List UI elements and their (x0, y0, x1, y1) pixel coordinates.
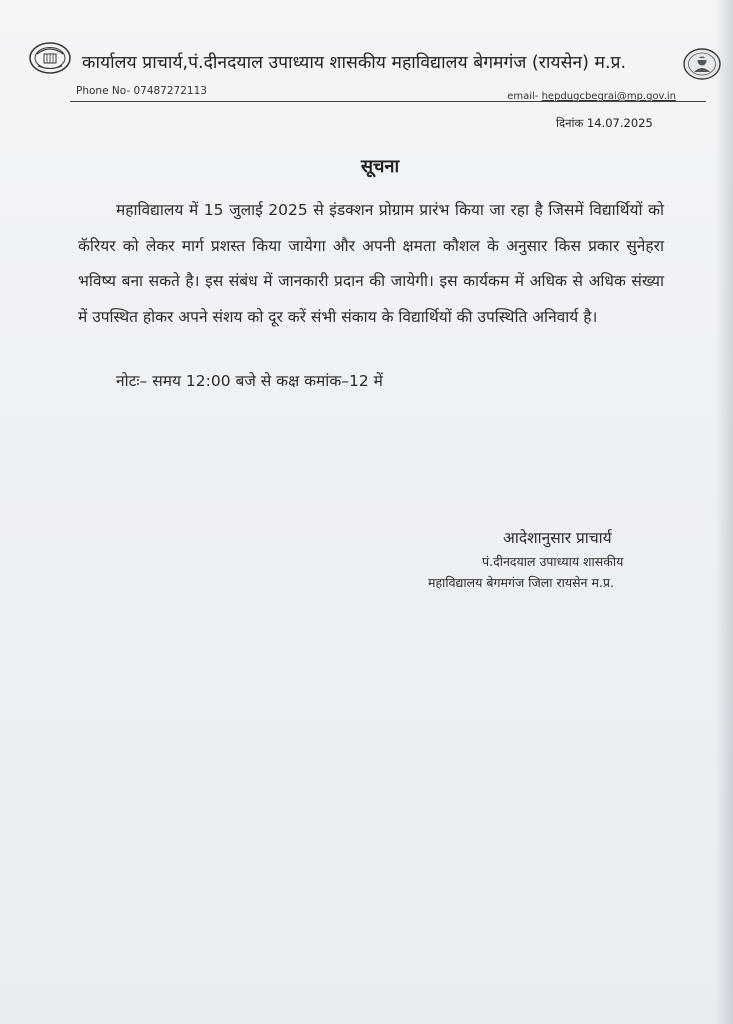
notice-body: महाविद्यालय में 15 जुलाई 2025 से इंडक्शन प्रोग्राम प्रारंभ किया जा रहा है जिसमें विद्यार्थियों को कॅरियर को लेकर मार्ग प्रशस्त किया जायेगा और अपनी क्षमता कौशल के अनुसार किस प्रकार सुनेहरा भविष्य बना सकते है। इस संबंध में जानकारी प्रदान की जायेगी। इस कार्यकम में अधिक से अधिक संख्या में उपस्थित होकर अपने संशय को दूर करें संभी संकाय के विद्यार्थियों की उपस्थिति अनिवार्य है। (78, 201, 664, 326)
notice-date: दिनांक 14.07.2025 (556, 116, 653, 130)
email-label: email- (507, 91, 539, 102)
notice-note: नोटः– समय 12:00 बजे से कक्ष कमांक–12 में (116, 372, 383, 390)
signature-line-1: पं.दीनदयाल उपाध्याय शासकीय (482, 554, 624, 569)
notice-title: सूचना (360, 156, 400, 177)
contact-row (76, 85, 676, 101)
signature-title: आदेशानुसार प्राचार्य (503, 529, 612, 547)
phone-number: Phone No- 07487272113 (76, 85, 207, 97)
madhya-pradesh-emblem-icon (28, 40, 72, 76)
header-divider (70, 101, 706, 102)
signature-line-2: महाविद्यालय बेगमगंज जिला रायसेन म.प्र. (428, 575, 614, 590)
college-portrait-seal-icon (682, 47, 722, 81)
office-title: कार्यालय प्राचार्य,पं.दीनदयाल उपाध्याय शासकीय महाविद्यालय बेगमगंज (रायसेन) म.प्र. (82, 53, 627, 73)
email-address: hepdugcbegrai@mp.gov.in (541, 91, 676, 102)
